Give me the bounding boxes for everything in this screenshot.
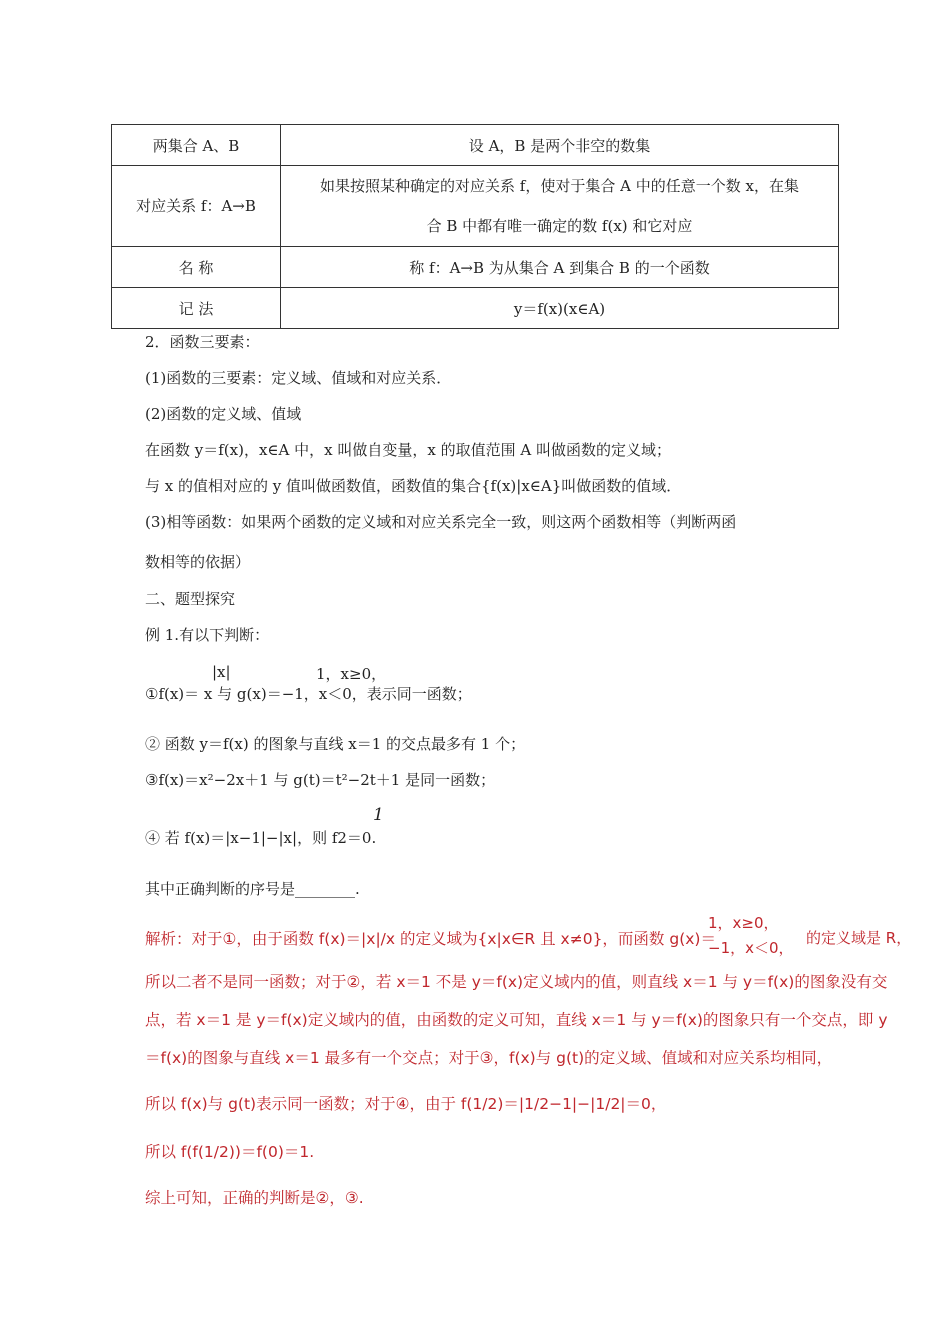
table-content-line: 合 B 中都有唯一确定的数 f(x) 和它对应 xyxy=(426,217,693,235)
example-title: 例 1.有以下判断： xyxy=(145,626,270,644)
fraction-numerator: |x| xyxy=(212,663,231,681)
paragraph: (3)相等函数：如果两个函数的定义域和对应关系完全一致，则这两个函数相等（判断两函 xyxy=(145,513,737,531)
table-row xyxy=(112,166,839,247)
table-label: 名 称 xyxy=(112,247,281,288)
solution-line: 综上可知，正确的判断是②，③. xyxy=(145,1189,364,1207)
paragraph: 在函数 y＝f(x)，x∈A 中，x 叫做自变量，x 的取值范围 A 叫做函数的定义域； xyxy=(145,441,671,459)
section-heading: 二、题型探究 xyxy=(145,590,236,608)
solution-line: ＝f(x)的图象与直线 x＝1 最多有一个交点；对于③，f(x)与 g(t)的定义域、值域和对应关系均相同， xyxy=(145,1049,833,1067)
table-label: 记 法 xyxy=(112,288,281,329)
solution-line: 解析：对于①，由于函数 f(x)＝|x|/x 的定义域为{x|x∈R 且 x≠0}，而函数 g(x)＝ xyxy=(145,930,716,948)
solution-line: 的定义域是 R， xyxy=(806,929,912,947)
piecewise-top: 1，x≥0， xyxy=(316,665,387,683)
example-item: ③f(x)＝x²−2x＋1 与 g(t)＝t²−2t＋1 是同一函数； xyxy=(145,771,496,789)
piecewise-bottom: −1，x＜0， xyxy=(708,939,794,957)
table-label: 两集合 A、B xyxy=(112,125,281,166)
solution-line: 点，若 x＝1 是 y＝f(x)定义域内的值，由函数的定义可知，直线 x＝1 与 y＝f(x)的图象只有一个交点，即 y xyxy=(145,1011,888,1029)
table-content-line: 如果按照某种确定的对应关系 f，使对于集合 A 中的任意一个数 x，在集 xyxy=(320,177,799,195)
example-item: ② 函数 y＝f(x) 的图象与直线 x＝1 的交点最多有 1 个； xyxy=(145,735,526,753)
table-row xyxy=(112,125,839,166)
table-label: 对应关系 f：A→B xyxy=(112,166,281,247)
paragraph: 与 x 的值相对应的 y 值叫做函数值，函数值的集合{f(x)|x∈A}叫做函数的值域． xyxy=(145,477,682,495)
paragraph: 数相等的依据） xyxy=(145,553,251,571)
table-content: 设 A，B 是两个非空的数集 xyxy=(281,125,839,166)
solution-line: 所以 f(x)与 g(t)表示同一函数；对于④，由于 f(1/2)＝|1/2−1|−|1/2|＝0， xyxy=(145,1095,667,1113)
paragraph: (1)函数的三要素：定义域、值域和对应关系． xyxy=(145,369,452,387)
fraction-numerator: 1 xyxy=(373,805,384,825)
piecewise-top: 1，x≥0， xyxy=(708,914,779,932)
example-item: ①f(x)＝ x 与 g(x)＝−1，x＜0，表示同一函数； xyxy=(145,685,472,703)
table-row xyxy=(112,247,839,288)
question: 其中正确判断的序号是________. xyxy=(145,880,360,898)
table-content xyxy=(281,166,839,247)
table-content: y＝f(x)(x∈A) xyxy=(281,288,839,329)
paragraph: (2)函数的定义域、值域 xyxy=(145,405,302,423)
table-row xyxy=(112,288,839,329)
table-content: 称 f：A→B 为从集合 A 到集合 B 的一个函数 xyxy=(281,247,839,288)
function-definition-table xyxy=(111,124,839,329)
example-item: ④ 若 f(x)＝|x−1|−|x|，则 f2＝0. xyxy=(145,829,377,847)
solution-line: 所以二者不是同一函数；对于②，若 x＝1 不是 y＝f(x)定义域内的值，则直线 x＝1 与 y＝f(x)的图象没有交 xyxy=(145,973,888,991)
solution-line: 所以 f(f(1/2))＝f(0)＝1. xyxy=(145,1143,315,1161)
section-heading: 2．函数三要素： xyxy=(145,333,260,351)
